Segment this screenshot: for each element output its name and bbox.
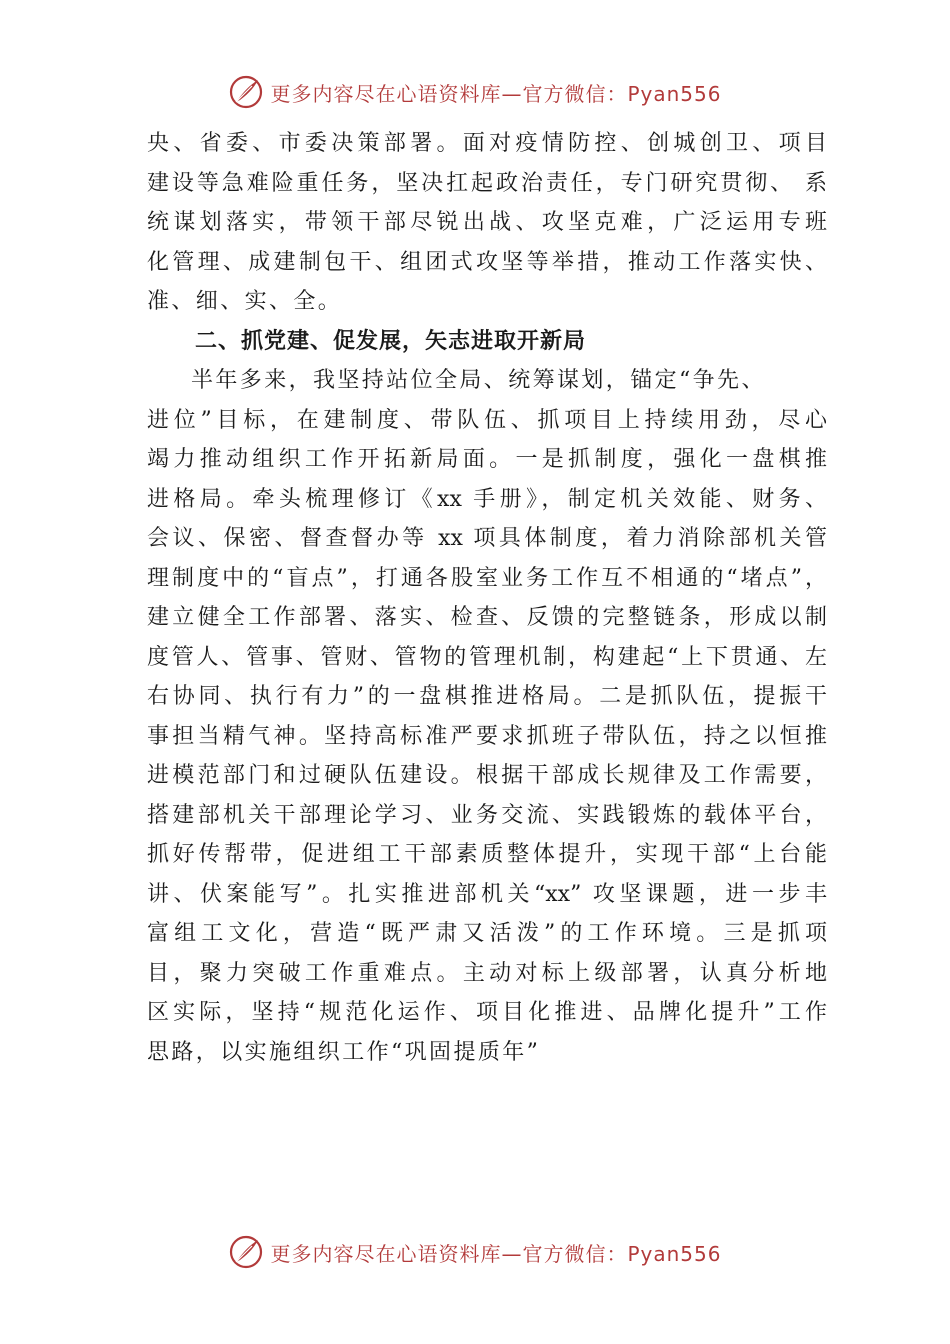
paragraph-line: 区实际，坚持“规范化运作、项目化推进、品牌化提升”工作 [147, 1000, 827, 1025]
paragraph-line: 半年多来，我坚持站位全局、统筹谋划，锚定“争先、 [191, 368, 766, 393]
paragraph-line: 竭力推动组织工作开拓新局面。一是抓制度，强化一盘棋推 [147, 447, 827, 472]
paragraph-line: 会议、保密、督查督办等 xx 项具体制度，着力消除部机关管 [147, 526, 827, 551]
paragraph-line: 准、细、实、全。 [147, 289, 343, 314]
feather-pen-logo-icon [228, 74, 264, 110]
paragraph-line: 建设等急难险重任务，坚决扛起政治责任，专门研究贯彻、 系 [147, 170, 827, 196]
section-heading: 二、抓党建、促发展，矢志进取开新局 [195, 328, 587, 354]
paragraph-line: 思路，以实施组织工作“巩固提质年” [147, 1039, 541, 1065]
paragraph-line: 度管人、管事、管财、管物的管理机制，构建起“上下贯通、左 [147, 644, 827, 670]
header-banner-text: 更多内容尽在心语资料库—官方微信：Pyan556 [270, 81, 722, 106]
paragraph-line: 统谋划落实，带领干部尽锐出战、攻坚克难，广泛运用专班 [147, 210, 827, 235]
paragraph-line: 进格局。牵头梳理修订《xx 手册》，制定机关效能、财务、 [147, 486, 827, 512]
paragraph-line: 央、省委、市委决策部署。面对疫情防控、创城创卫、项目 [147, 131, 827, 156]
paragraph-line: 搭建部机关干部理论学习、业务交流、实践锻炼的载体平台， [147, 802, 827, 828]
paragraph-line: 建立健全工作部署、落实、检查、反馈的完整链条，形成以制 [147, 605, 827, 630]
paragraph-line: 事担当精气神。坚持高标准严要求抓班子带队伍，持之以恒推 [147, 723, 827, 749]
paragraph-line: 进模范部门和过硬队伍建设。根据干部成长规律及工作需要， [147, 763, 827, 788]
paragraph-line: 右协同、执行有力”的一盘棋推进格局。二是抓队伍，提振干 [147, 684, 827, 709]
paragraph-line: 目，聚力突破工作重难点。主动对标上级部署，认真分析地 [147, 960, 827, 986]
paragraph-line: 抓好传帮带，促进组工干部素质整体提升，实现干部“上台能 [147, 842, 827, 867]
footer-banner-text: 更多内容尽在心语资料库—官方微信：Pyan556 [270, 1241, 722, 1266]
feather-pen-logo-icon [228, 1234, 264, 1270]
document-body [147, 124, 827, 1072]
paragraph-line: 富组工文化，营造“既严肃又活泼”的工作环境。三是抓项 [147, 921, 827, 946]
header-banner [0, 70, 950, 114]
paragraph-line: 讲、伏案能写”。扎实推进部机关“xx” 攻坚课题，进一步丰 [147, 881, 827, 907]
paragraph-line: 化管理、成建制包干、组团式攻坚等举措，推动工作落实快、 [147, 249, 827, 275]
footer-banner [0, 1230, 950, 1274]
paragraph-line: 理制度中的“盲点”，打通各股室业务工作互不相通的“堵点”， [147, 565, 827, 591]
paragraph-line: 进位”目标，在建制度、带队伍、抓项目上持续用劲，尽心 [147, 407, 827, 433]
